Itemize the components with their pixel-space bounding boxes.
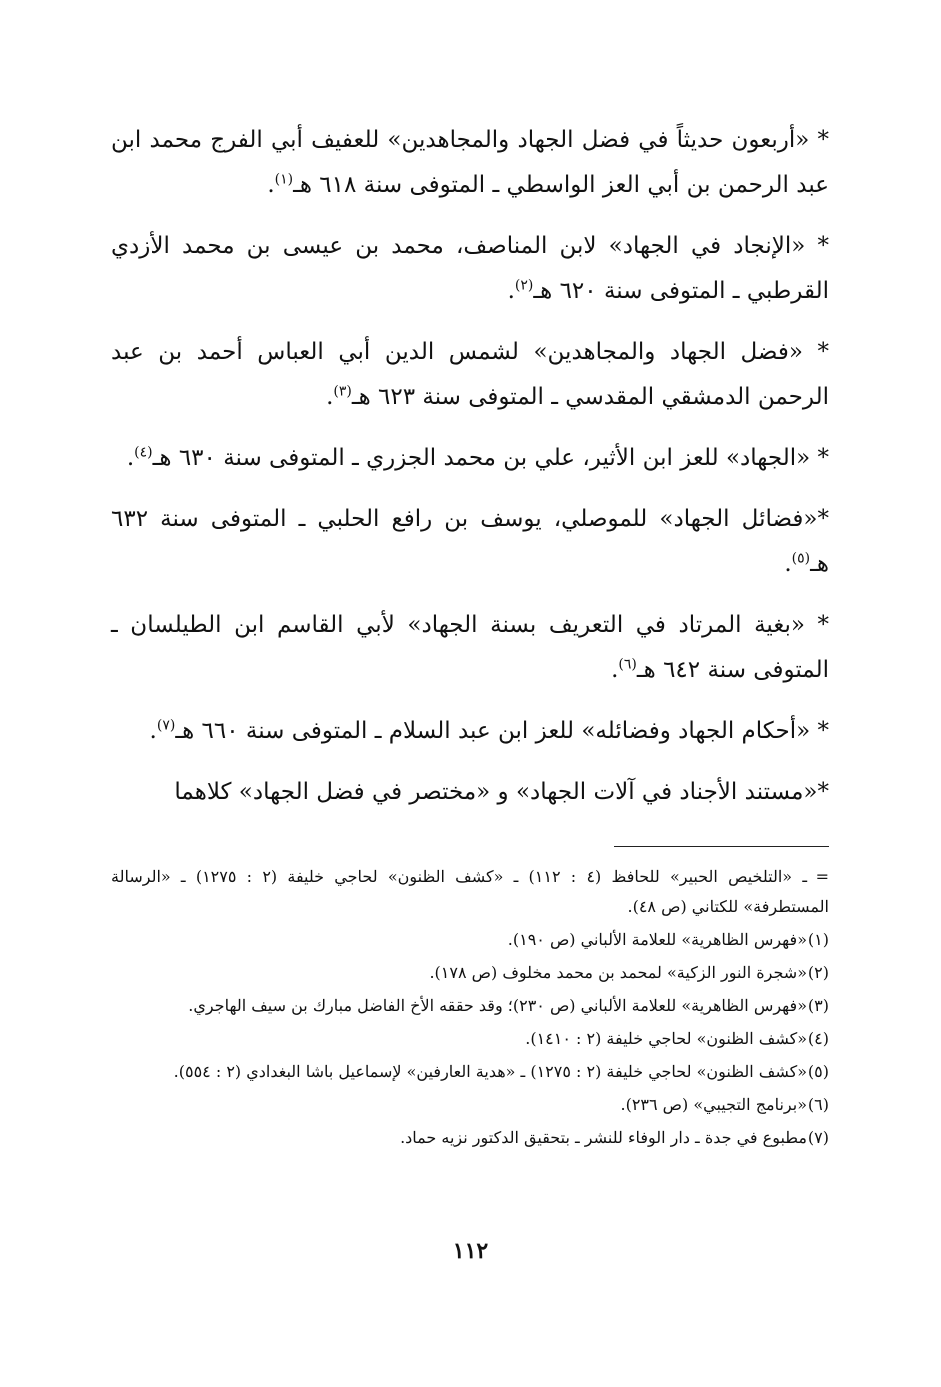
footnote-mark: (٤)	[807, 1029, 829, 1048]
footnote-6	[111, 1090, 829, 1120]
footnote-mark: (١)	[807, 930, 829, 949]
footnote-ref[interactable]: (١)	[274, 171, 294, 188]
footnote-ref[interactable]: (٧)	[156, 717, 176, 734]
footnote-text: «فهرس الظاهرية» للعلامة الألباني (ص ٢٣٠)؛ وقد حققه الأخ الفاضل مبارك بن سيف الهاجري.	[188, 996, 807, 1015]
entry-text: * «أحكام الجهاد وفضائله» للعز ابن عبد السلام ـ المتوفى سنة ٦٦٠ هـ	[175, 718, 829, 744]
footnote-divider	[614, 846, 829, 847]
footnote-mark: (٢)	[807, 963, 829, 982]
footnote-ref[interactable]: (٦)	[618, 656, 637, 673]
main-text	[111, 118, 829, 831]
entry-2: * «الإنجاد في الجهاد» لابن المناصف، محمد بن عيسى بن محمد الأزدي القرطبي ـ المتوفى سنة ٦٢٠ هـ$^{(٢)}$.	[111, 233, 829, 304]
entry-5: *«فضائل الجهاد» للموصلي، يوسف بن رافع الحلبي ـ المتوفى سنة ٦٣٢ هـ$^{(٥)}$.	[111, 506, 829, 577]
footnote-text: «فهرس الظاهرية» للعلامة الألباني (ص ١٩٠).	[507, 930, 807, 949]
footnote-text: ـ «التلخيص الحبير» للحافظ (٤ : ١١٢) ـ «كشف الظنون» لحاجي خليفة (٢ : ١٢٧٥) ـ «الرسالة المستطرفة» للكتاني (ص ٤٨).	[111, 867, 829, 916]
footnote-text: مطبوع في جدة ـ دار الوفاء للنشر ـ بتحقيق الدكتور نزيه حماد.	[400, 1128, 807, 1147]
entry-text: * «الإنجاد في الجهاد» لابن المناصف، محمد بن عيسى بن محمد الأزدي القرطبي ـ المتوفى سنة ٦٢٠ هـ	[111, 233, 829, 304]
page-number: ١١٢	[452, 1238, 489, 1264]
footnote-mark: (٥)	[807, 1062, 829, 1081]
entry-text: *«مستند الأجناد في آلات الجهاد» و «مختصر في فضل الجهاد» كلاهما	[174, 779, 829, 805]
footnote-4	[111, 1024, 829, 1054]
footnote-mark: (٦)	[807, 1095, 829, 1114]
footnote-text: «كشف الظنون» لحاجي خليفة (٢ : ١٤١٠).	[525, 1029, 807, 1048]
footnote-1	[111, 925, 829, 955]
entry-text: * «بغية المرتاد في التعريف بسنة الجهاد» لأبي القاسم ابن الطيلسان ـ المتوفى سنة ٦٤٢ هـ	[111, 612, 829, 683]
entry-text: * «أربعون حديثاً في فضل الجهاد والمجاهدين» للعفيف أبي الفرج محمد ابن عبد الرحمن بن أبي العز الواسطي ـ المتوفى سنة ٦١٨ هـ	[111, 127, 830, 198]
footnote-text: «شجرة النور الزكية» لمحمد بن محمد مخلوف (ص ١٧٨).	[429, 963, 807, 982]
footnote-ref[interactable]: (٥)	[791, 550, 811, 567]
entry-text: * «فضل الجهاد والمجاهدين» لشمس الدين أبي العباس أحمد بن عبد الرحمن الدمشقي المقدسي ـ المتوفى سنة ٦٢٣ هـ	[111, 339, 829, 410]
entry-3: * «فضل الجهاد والمجاهدين» لشمس الدين أبي العباس أحمد بن عبد الرحمن الدمشقي المقدسي ـ المتوفى سنة ٦٢٣ هـ$^{(٣)}$.	[111, 339, 829, 410]
entry-8	[111, 770, 829, 815]
entry-7: * «أحكام الجهاد وفضائله» للعز ابن عبد السلام ـ المتوفى سنة ٦٦٠ هـ$^{(٧)}$.	[149, 717, 829, 744]
footnotes	[111, 862, 829, 1156]
footnote-mark: (٣)	[807, 996, 829, 1015]
footnote-text: «برنامج التجيبي» (ص ٢٣٦).	[620, 1095, 807, 1114]
footnote-text: «كشف الظنون» لحاجي خليفة (٢ : ١٢٧٥) ـ «هدية العارفين» لإسماعيل باشا البغدادي (٢ : ٥٥٤).	[173, 1062, 807, 1081]
continuation-mark: =	[815, 867, 830, 886]
entry-4: * «الجهاد» للعز ابن الأثير، علي بن محمد الجزري ـ المتوفى سنة ٦٣٠ هـ$^{(٤)}$.	[126, 444, 829, 471]
footnote-ref[interactable]: (٣)	[333, 383, 352, 400]
footnote-mark: (٧)	[807, 1128, 829, 1147]
entry-6: * «بغية المرتاد في التعريف بسنة الجهاد» لأبي القاسم ابن الطيلسان ـ المتوفى سنة ٦٤٢ هـ$^{(٦)}$.	[111, 612, 829, 683]
footnote-ref[interactable]: (٤)	[134, 444, 153, 461]
footnote-ref[interactable]: (٢)	[514, 277, 534, 294]
footnote-continued	[111, 862, 829, 922]
entry-text: *«فضائل الجهاد» للموصلي، يوسف بن رافع الحلبي ـ المتوفى سنة ٦٣٢ هـ	[111, 506, 829, 577]
entry-text: * «الجهاد» للعز ابن الأثير، علي بن محمد الجزري ـ المتوفى سنة ٦٣٠ هـ	[152, 445, 829, 471]
footnote-5	[111, 1057, 829, 1087]
footnote-2	[111, 958, 829, 988]
entry-1: * «أربعون حديثاً في فضل الجهاد والمجاهدين» للعفيف أبي الفرج محمد ابن عبد الرحمن بن أبي العز الواسطي ـ المتوفى سنة ٦١٨ هـ$^{(١)}$.	[111, 127, 830, 198]
footnote-7	[111, 1123, 829, 1153]
footnote-3	[111, 991, 829, 1021]
